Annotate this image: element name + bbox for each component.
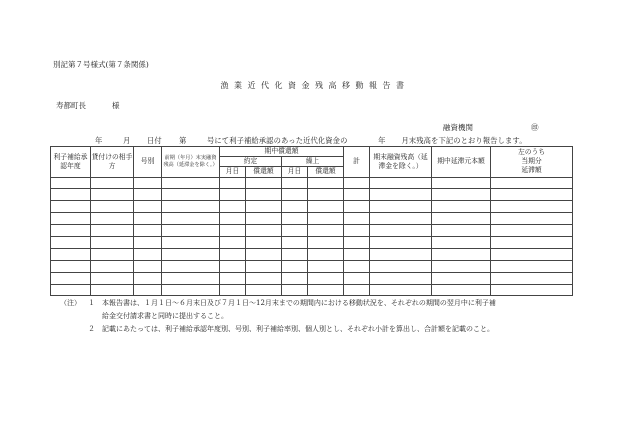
table-cell[interactable] — [282, 272, 308, 284]
table-cell[interactable] — [246, 177, 282, 189]
table-cell[interactable] — [162, 248, 220, 260]
table-cell[interactable] — [370, 225, 432, 237]
table-cell[interactable] — [51, 248, 91, 260]
table-cell[interactable] — [162, 284, 220, 296]
table-cell[interactable] — [370, 260, 432, 272]
report-table — [50, 146, 573, 296]
table-cell[interactable] — [491, 284, 573, 296]
table-cell[interactable] — [162, 236, 220, 248]
intro-number-prefix: 第 — [179, 136, 187, 145]
table-cell[interactable] — [370, 284, 432, 296]
table-cell[interactable] — [491, 272, 573, 284]
table-cell[interactable] — [491, 225, 573, 237]
table-cell[interactable] — [308, 260, 344, 272]
table-cell[interactable] — [91, 177, 134, 189]
table-cell[interactable] — [344, 248, 370, 260]
intro-statement — [95, 136, 527, 146]
table-cell[interactable] — [246, 189, 282, 201]
table-cell[interactable] — [491, 260, 573, 272]
table-cell[interactable] — [491, 189, 573, 201]
table-cell[interactable] — [308, 213, 344, 225]
header-scheduled-date: 月日 — [220, 167, 246, 177]
note-text: 給金交付請求書と同時に提出すること。 — [102, 312, 228, 320]
table-cell[interactable] — [220, 201, 246, 213]
table-cell[interactable] — [91, 225, 134, 237]
header-prev-balance: 前期（年月）末実融資残高（延滞金を除く。） — [162, 147, 220, 178]
table-cell[interactable] — [134, 260, 162, 272]
header-repayment: 期中償還額 — [220, 147, 344, 157]
table-cell[interactable] — [344, 189, 370, 201]
institution-label: 融資機関 — [443, 123, 473, 132]
intro-year-2: 年 — [378, 136, 386, 145]
table-cell[interactable] — [134, 213, 162, 225]
intro-month: 月 — [123, 136, 131, 145]
header-scheduled: 約定 — [220, 157, 282, 167]
table-cell[interactable] — [282, 201, 308, 213]
table-cell[interactable] — [344, 236, 370, 248]
header-current-overdue — [491, 147, 573, 178]
table-cell[interactable] — [432, 201, 491, 213]
table-cell[interactable] — [220, 260, 246, 272]
table-cell[interactable] — [370, 213, 432, 225]
table-cell[interactable] — [432, 284, 491, 296]
table-cell[interactable] — [491, 236, 573, 248]
table-cell[interactable] — [51, 236, 91, 248]
note-number: ２ — [88, 325, 95, 333]
table-cell[interactable] — [51, 272, 91, 284]
table-cell[interactable] — [308, 236, 344, 248]
table-cell[interactable] — [91, 213, 134, 225]
addressee — [56, 100, 120, 111]
table-cell[interactable] — [91, 284, 134, 296]
document-title: 漁業近代化資金残高移動報告書 — [220, 81, 410, 90]
header-scheduled-amount: 償還額 — [246, 167, 282, 177]
table-cell[interactable] — [282, 213, 308, 225]
header-overdue-principal: 期中延滞元本額 — [432, 147, 491, 178]
addressee-name: 寿都町長 — [56, 101, 86, 110]
table-cell[interactable] — [370, 201, 432, 213]
table-cell[interactable] — [344, 260, 370, 272]
table-cell[interactable] — [134, 189, 162, 201]
table-cell[interactable] — [282, 225, 308, 237]
table-cell[interactable] — [91, 248, 134, 260]
table-cell[interactable] — [246, 248, 282, 260]
table-cell[interactable] — [308, 189, 344, 201]
table-cell[interactable] — [308, 225, 344, 237]
table-cell[interactable] — [282, 177, 308, 189]
table-cell[interactable] — [370, 189, 432, 201]
table-row — [51, 236, 573, 248]
table-cell[interactable] — [162, 260, 220, 272]
table-cell[interactable] — [91, 201, 134, 213]
table-cell[interactable] — [491, 213, 573, 225]
table-cell[interactable] — [246, 260, 282, 272]
table-cell[interactable] — [220, 189, 246, 201]
table-cell[interactable] — [246, 236, 282, 248]
table-cell[interactable] — [220, 225, 246, 237]
table-row — [51, 201, 573, 213]
header-current: 当期分 — [521, 157, 542, 166]
table-cell[interactable] — [432, 189, 491, 201]
table-cell[interactable] — [51, 284, 91, 296]
table-cell[interactable] — [432, 272, 491, 284]
header-borrower: 貸付けの相手方 — [91, 147, 134, 178]
table-cell[interactable] — [134, 201, 162, 213]
table-cell[interactable] — [51, 213, 91, 225]
table-cell[interactable] — [282, 260, 308, 272]
table-cell[interactable] — [282, 284, 308, 296]
table-cell[interactable] — [344, 177, 370, 189]
table-row — [51, 248, 573, 260]
table-cell[interactable] — [162, 189, 220, 201]
table-cell[interactable] — [491, 201, 573, 213]
table-cell[interactable] — [246, 201, 282, 213]
table-cell[interactable] — [282, 248, 308, 260]
table-cell[interactable] — [308, 284, 344, 296]
table-cell[interactable] — [220, 284, 246, 296]
table-row — [51, 189, 573, 201]
table-cell[interactable] — [491, 248, 573, 260]
table-cell[interactable] — [91, 189, 134, 201]
table-cell[interactable] — [162, 225, 220, 237]
form-identifier: 別記第７号様式(第７条関係) — [53, 60, 149, 69]
table-cell[interactable] — [308, 201, 344, 213]
table-cell[interactable] — [344, 213, 370, 225]
table-cell[interactable] — [162, 177, 220, 189]
notes-label: （注） — [60, 299, 81, 307]
header-end-balance: 期末融資残高（延滞金を除く。） — [370, 147, 432, 178]
table-cell[interactable] — [344, 225, 370, 237]
header-advance: 繰上 — [282, 157, 344, 167]
table-cell[interactable] — [51, 177, 91, 189]
table-cell[interactable] — [246, 225, 282, 237]
table-cell[interactable] — [308, 177, 344, 189]
table-cell[interactable] — [91, 260, 134, 272]
table-row — [51, 177, 573, 189]
table-cell[interactable] — [220, 177, 246, 189]
header-advance-amount: 償還額 — [308, 167, 344, 177]
table-cell[interactable] — [370, 248, 432, 260]
table-cell[interactable] — [491, 177, 573, 189]
table-cell[interactable] — [134, 236, 162, 248]
table-cell[interactable] — [432, 225, 491, 237]
table-cell[interactable] — [134, 248, 162, 260]
table-cell[interactable] — [246, 272, 282, 284]
table-cell[interactable] — [162, 272, 220, 284]
note-text: 記載にあたっては、利子補給承認年度別、号別、利子補給率別、個人別とし、それぞれ小計を算出し、合計額を記載のこと。 — [102, 325, 494, 333]
table-cell[interactable] — [134, 284, 162, 296]
header-approval-year: 利子補給承認年度 — [51, 147, 91, 178]
header-total: 計 — [344, 147, 370, 178]
table-row — [51, 272, 573, 284]
table-cell[interactable] — [220, 213, 246, 225]
honorific: 様 — [112, 101, 120, 110]
seal-mark: ㊞ — [531, 123, 539, 132]
table-cell[interactable] — [91, 236, 134, 248]
table-cell[interactable] — [51, 201, 91, 213]
table-cell[interactable] — [432, 213, 491, 225]
table-cell[interactable] — [134, 272, 162, 284]
table-cell[interactable] — [432, 248, 491, 260]
institution-line — [443, 122, 539, 133]
table-cell[interactable] — [344, 284, 370, 296]
table-cell[interactable] — [51, 260, 91, 272]
note-text: 本報告書は、１月１日～６月末日及び７月１日～12月末までの期間内における移動状況を、それぞれの期間の翌月中に利子補 — [102, 299, 496, 307]
table-cell[interactable] — [432, 236, 491, 248]
table-row — [51, 260, 573, 272]
table-cell[interactable] — [370, 177, 432, 189]
table-cell[interactable] — [134, 177, 162, 189]
table-cell[interactable] — [308, 248, 344, 260]
table-cell[interactable] — [162, 201, 220, 213]
table-cell[interactable] — [220, 236, 246, 248]
table-row — [51, 225, 573, 237]
table-cell[interactable] — [282, 236, 308, 248]
table-row — [51, 284, 573, 296]
table-cell[interactable] — [246, 213, 282, 225]
header-of-which: 左のうち — [517, 148, 546, 156]
table-cell[interactable] — [282, 189, 308, 201]
table-cell[interactable] — [51, 189, 91, 201]
table-cell[interactable] — [220, 248, 246, 260]
table-cell[interactable] — [370, 272, 432, 284]
table-cell[interactable] — [220, 272, 246, 284]
intro-day: 日付 — [147, 136, 162, 145]
table-cell[interactable] — [308, 272, 344, 284]
table-cell[interactable] — [432, 177, 491, 189]
note-number: １ — [88, 299, 95, 307]
table-cell[interactable] — [162, 213, 220, 225]
header-overdue-amount: 延滞額 — [521, 166, 542, 175]
table-cell[interactable] — [370, 236, 432, 248]
table-cell[interactable] — [51, 225, 91, 237]
table-cell[interactable] — [246, 284, 282, 296]
intro-year: 年 — [95, 136, 103, 145]
table-body — [51, 177, 573, 296]
intro-text: 号にて利子補給承認のあった近代化資金の — [207, 136, 348, 145]
header-advance-date: 月日 — [282, 167, 308, 177]
table-row — [51, 213, 573, 225]
table-cell[interactable] — [91, 272, 134, 284]
header-number: 号別 — [134, 147, 162, 178]
table-cell[interactable] — [134, 225, 162, 237]
table-cell[interactable] — [432, 260, 491, 272]
table-cell[interactable] — [344, 272, 370, 284]
intro-text-2: 月末残高を下記のとおり報告します。 — [401, 136, 527, 145]
table-cell[interactable] — [344, 201, 370, 213]
